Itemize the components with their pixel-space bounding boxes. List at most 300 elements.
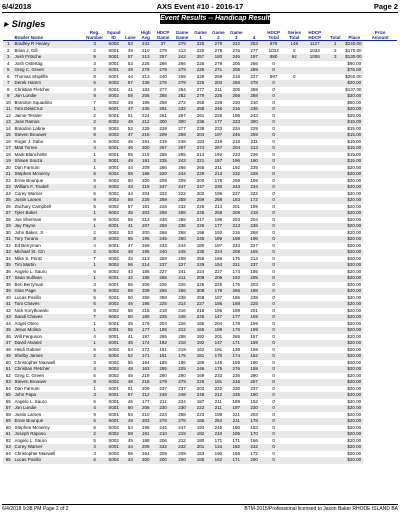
report-header	[2, 2, 398, 11]
bowler-name-cell: Joseph Raposo	[14, 431, 86, 438]
table-cell: 4	[85, 444, 104, 451]
table-cell: 6	[7, 73, 10, 79]
table-cell: 6	[85, 171, 104, 178]
table-cell: S002	[104, 314, 123, 321]
table-cell: 247	[154, 184, 173, 191]
table-cell: 53	[127, 229, 133, 235]
table-cell: 0	[272, 385, 275, 391]
table-cell: 0	[272, 216, 275, 222]
table-cell: 0	[263, 392, 284, 399]
table-cell: 169	[245, 327, 263, 334]
table-cell: 268	[178, 216, 186, 222]
table-cell: 1	[325, 41, 345, 48]
table-cell: 24	[5, 190, 11, 196]
table-cell: $20.00	[345, 106, 363, 113]
bowler-name-cell: Brandon Squadrito	[14, 99, 53, 105]
table-cell: 0	[272, 112, 275, 118]
table-cell: 205	[245, 275, 263, 282]
table-cell: 225	[192, 67, 210, 74]
bowler-name-cell: Tyler Baker	[14, 210, 86, 217]
table-cell: 209	[141, 385, 150, 391]
table-cell: 259	[232, 177, 241, 183]
table-cell: 1	[85, 210, 104, 217]
table-cell: 204	[250, 216, 258, 222]
table-cell: 20	[5, 164, 11, 170]
table-cell: 243	[227, 184, 245, 191]
bowler-name-cell: Dan Farnum	[14, 164, 40, 170]
table-cell: 162	[209, 457, 227, 464]
table-cell: 196	[214, 307, 223, 313]
table-cell: S001	[108, 86, 119, 92]
table-cell: 277	[178, 125, 186, 131]
table-cell: S002	[104, 379, 123, 386]
table-cell: 185	[250, 268, 258, 274]
table-cell: 0	[263, 171, 284, 178]
table-cell: 23	[3, 184, 14, 191]
table-cell: 214	[173, 301, 192, 308]
results-table	[3, 30, 397, 464]
bowler-name-cell: Lucas Posillo	[14, 457, 86, 464]
table-cell: 178	[209, 288, 227, 295]
table-cell: 235	[227, 392, 245, 399]
table-cell: 5	[93, 437, 96, 443]
table-cell: 3	[3, 54, 14, 61]
table-cell: 0	[272, 320, 275, 326]
table-cell: 224	[196, 268, 205, 274]
table-cell: 8	[85, 236, 104, 243]
bowler-name-cell: Bradley R Healey	[14, 41, 86, 48]
table-cell: 6	[93, 138, 96, 144]
table-cell: S002	[108, 138, 119, 144]
table-cell: 192	[227, 275, 245, 282]
table-cell: 53	[123, 41, 138, 48]
table-cell: 236	[245, 106, 263, 113]
table-cell: 245	[159, 424, 167, 430]
table-cell: 55	[123, 236, 138, 243]
table-cell: S002	[104, 184, 123, 191]
table-cell: 220	[196, 47, 205, 53]
bowler-name-cell: Heidi Gabriel	[14, 346, 41, 352]
table-cell: 56	[127, 359, 133, 365]
table-cell: 209	[159, 177, 167, 183]
table-cell: 1	[85, 223, 104, 230]
table-cell: 237	[232, 190, 241, 196]
table-cell: 0	[263, 327, 284, 334]
table-cell: 229	[250, 125, 258, 131]
table-cell: $20.00	[347, 242, 362, 248]
table-cell: 59	[123, 431, 138, 438]
table-cell: 186	[141, 268, 150, 274]
table-cell: 215	[141, 307, 150, 313]
table-cell: 225	[173, 366, 192, 373]
table-cell: S001	[104, 275, 123, 282]
table-cell: 204	[227, 145, 245, 152]
table-cell: 219	[141, 151, 150, 157]
table-cell: 54	[127, 424, 133, 430]
table-cell: 255	[178, 151, 186, 157]
table-cell: 183	[227, 197, 245, 204]
bowler-name-cell: Angelo L. Sauro	[14, 268, 47, 274]
table-cell: 1	[3, 41, 14, 48]
table-cell: 0	[263, 405, 284, 412]
col-header: Game	[194, 30, 207, 35]
table-cell: S002	[104, 301, 123, 308]
table-cell: 191	[159, 346, 167, 352]
table-cell: 266	[250, 60, 258, 66]
table-cell: 176	[227, 327, 245, 334]
table-cell: 230	[245, 405, 263, 412]
table-cell: $20.00	[347, 268, 362, 274]
table-cell: 3	[93, 450, 96, 456]
table-cell: 180	[138, 314, 154, 321]
table-cell	[325, 457, 345, 464]
table-cell: 290	[159, 372, 167, 378]
table-cell: $20.00	[345, 301, 363, 308]
table-cell: 232	[173, 106, 192, 113]
table-cell: 0	[272, 333, 275, 339]
table-cell: 234	[232, 125, 241, 131]
table-cell: 201	[192, 444, 210, 451]
table-cell: 189	[141, 99, 150, 105]
table-cell: $15.00	[345, 119, 363, 126]
table-cell: 247	[192, 184, 210, 191]
bowler-name-cell: Steven Brouwer	[14, 132, 86, 139]
table-cell: 218	[196, 307, 205, 313]
section-heading	[4, 18, 45, 30]
table-cell: $20.00	[345, 197, 363, 204]
table-cell: 26	[5, 203, 11, 209]
table-cell: $20.00	[345, 262, 363, 269]
table-cell: 237	[159, 385, 167, 391]
table-cell: $130.00	[345, 54, 362, 59]
table-cell: $20.00	[345, 223, 363, 230]
table-cell: S001	[104, 405, 123, 412]
table-cell: 8	[93, 73, 96, 79]
table-cell: 4	[93, 333, 96, 339]
table-cell: 230	[209, 184, 227, 191]
table-cell: 237	[245, 262, 263, 269]
table-cell: 225	[192, 223, 210, 230]
table-cell: 180	[250, 359, 258, 365]
table-cell: 0	[263, 80, 284, 87]
table-cell: S002	[104, 171, 123, 178]
table-cell: 213	[209, 171, 227, 178]
table-cell: 54	[127, 411, 133, 417]
table-cell: 225	[209, 93, 227, 100]
table-cell: 0	[263, 379, 284, 386]
table-cell: S002	[108, 268, 119, 274]
bowler-name-cell: Greg C. Green	[14, 372, 45, 378]
col-header: HDCP	[308, 30, 322, 35]
table-cell: 191	[138, 158, 154, 165]
table-cell: 300	[245, 119, 263, 126]
table-cell: 197	[245, 54, 263, 61]
table-cell: 3	[93, 281, 96, 287]
table-cell: 0	[263, 93, 284, 100]
table-cell: 163	[250, 424, 258, 430]
table-cell: 246	[227, 132, 245, 139]
table-cell: 196	[214, 190, 223, 196]
table-cell: 180	[196, 437, 205, 443]
table-cell: 9	[85, 288, 104, 295]
table-cell: 240	[159, 73, 167, 79]
table-cell: 226	[178, 320, 186, 326]
table-cell: 64	[5, 450, 11, 456]
bowler-name-cell: Josh Fritsche	[14, 54, 86, 61]
table-cell: 34	[5, 255, 11, 261]
table-cell: 153	[196, 450, 205, 456]
table-cell: 14	[5, 125, 11, 131]
table-cell: 225	[138, 197, 154, 204]
table-cell: 254	[209, 418, 227, 425]
table-cell: 171	[214, 437, 223, 443]
table-cell: 196	[214, 255, 223, 261]
table-cell: 8	[85, 132, 104, 139]
table-cell: 181	[192, 353, 210, 360]
table-cell: $20.00	[345, 210, 363, 217]
bowler-name-cell: Corey Warner	[14, 444, 86, 451]
table-row	[3, 457, 397, 464]
table-cell: S001	[108, 320, 119, 326]
table-cell: 47	[123, 106, 138, 113]
table-cell: 227	[173, 262, 192, 269]
table-cell: 1	[85, 106, 104, 113]
table-cell: 158	[245, 366, 263, 373]
table-cell: 222	[178, 190, 186, 196]
table-cell: 4	[93, 242, 96, 248]
header-divider	[2, 12, 398, 13]
table-cell: 175	[209, 366, 227, 373]
table-cell: 3	[93, 60, 96, 66]
bowler-name-cell: Ernie Bourque	[14, 418, 86, 425]
table-cell: $15.00	[345, 132, 363, 139]
table-cell: S002	[104, 249, 123, 256]
table-cell: 45	[127, 255, 133, 261]
table-cell: 186	[138, 171, 154, 178]
table-cell: $20.00	[345, 288, 363, 295]
table-cell: 225	[154, 314, 173, 321]
table-cell: 162	[196, 346, 205, 352]
table-cell: 218	[232, 73, 241, 79]
table-cell: 46	[123, 145, 138, 152]
table-cell: 8	[7, 86, 10, 92]
table-cell: 221	[192, 158, 210, 165]
table-cell: 45	[127, 437, 133, 443]
table-cell: 258	[178, 411, 186, 417]
table-cell: S002	[108, 216, 119, 222]
table-cell: S002	[108, 424, 119, 430]
table-cell: 233	[232, 242, 241, 248]
bowler-name-cell: Jay Payne	[14, 223, 86, 230]
table-cell: S001	[104, 340, 123, 347]
table-cell: 212	[178, 437, 186, 443]
table-cell: 55	[3, 392, 14, 399]
table-cell: $20.00	[347, 294, 362, 300]
table-cell: $20.00	[347, 190, 362, 196]
table-cell: 266	[154, 288, 173, 295]
table-cell: 145	[214, 359, 223, 365]
report-event-title: AXS Event #10 - 2016-17	[156, 2, 244, 11]
table-cell: 243	[250, 112, 258, 118]
table-cell: 9	[3, 93, 14, 100]
table-cell: 169	[141, 242, 150, 248]
table-cell: S001	[104, 392, 123, 399]
table-cell: 0	[272, 164, 275, 170]
table-cell: $20.00	[347, 437, 362, 443]
table-cell: 248	[173, 392, 192, 399]
bowler-name-cell: Tom Chaves	[14, 301, 86, 308]
table-cell: $20.00	[345, 249, 363, 256]
table-cell: 267	[209, 145, 227, 152]
table-cell: 274	[192, 145, 210, 152]
table-cell: 56	[123, 171, 138, 178]
table-cell: 196	[196, 229, 205, 235]
table-cell: 60	[5, 424, 11, 430]
table-cell: 211	[159, 398, 167, 404]
table-cell: 2	[93, 112, 96, 118]
table-cell: 226	[192, 379, 210, 386]
table-cell: 192	[232, 164, 241, 170]
table-cell: 209	[138, 288, 154, 295]
table-cell: 56	[127, 216, 133, 222]
table-cell: 226	[196, 203, 205, 209]
table-cell: 0	[272, 177, 275, 183]
table-cell: S001	[104, 223, 123, 230]
table-cell: 57	[123, 80, 138, 87]
bowler-name-cell: Nick Korytkowski	[14, 307, 49, 313]
table-cell: 211	[209, 405, 227, 412]
table-cell: 198	[214, 411, 223, 417]
table-cell: 44	[127, 164, 133, 170]
table-cell: 0	[263, 262, 284, 269]
table-cell: 271	[209, 67, 227, 74]
table-cell: 169	[232, 359, 241, 365]
table-cell: 8	[85, 379, 104, 386]
table-cell: 165	[192, 327, 210, 334]
table-cell: S001	[104, 145, 123, 152]
table-cell: 258	[178, 333, 186, 339]
bowler-name-cell: Justin Larsen	[14, 411, 42, 417]
bowler-name-cell: Sandi Chaves	[14, 314, 86, 321]
table-cell: S002	[104, 210, 123, 217]
table-cell: 258	[209, 210, 227, 217]
table-cell: 44	[127, 190, 133, 196]
table-cell: S002	[104, 236, 123, 243]
col-header: Total	[284, 35, 304, 41]
table-cell: 43	[123, 184, 138, 191]
table-cell: 211	[250, 138, 258, 144]
table-cell: 0	[272, 229, 275, 235]
table-cell: 203	[138, 210, 154, 217]
table-cell: 204	[214, 320, 223, 326]
table-cell: 171	[227, 457, 245, 464]
table-cell: 50	[5, 359, 11, 365]
table-cell: 2	[85, 431, 104, 438]
table-cell: 189	[232, 398, 241, 404]
table-cell: 0	[263, 210, 284, 217]
table-cell: 54	[5, 385, 11, 391]
table-cell: $20.00	[345, 184, 363, 191]
table-cell: 226	[159, 281, 167, 287]
table-cell: 174	[227, 353, 245, 360]
table-cell: S001	[108, 398, 119, 404]
table-cell: 1	[85, 262, 104, 269]
table-cell: 218	[159, 307, 167, 313]
table-cell: 172	[250, 450, 258, 456]
footer-divider	[2, 504, 398, 505]
table-cell: $20.00	[345, 327, 363, 334]
table-cell: 209	[154, 132, 173, 139]
bowler-name-cell: Angelo L. Sauro	[14, 398, 47, 404]
table-cell: 236	[138, 80, 154, 87]
table-cell: 175	[173, 353, 192, 360]
bowler-name-cell: Michael St. Cin	[14, 249, 86, 256]
table-cell: 2	[85, 353, 104, 360]
table-cell: 2	[93, 47, 96, 53]
table-cell: 290	[250, 372, 258, 378]
table-cell: 250	[141, 294, 150, 300]
table-cell: 0	[263, 249, 284, 256]
footer-timestamp: 6/4/2018 9:38 PM Page 2 of 2	[2, 506, 69, 512]
table-cell: 1	[93, 320, 96, 326]
table-cell: 0	[272, 372, 275, 378]
table-cell: 165	[245, 249, 263, 256]
table-cell: 246	[227, 54, 245, 61]
report-title: Event Results -- Handicap Result	[160, 15, 270, 22]
bowler-name-cell: Mark Blanchette	[14, 151, 48, 157]
table-cell: 210	[209, 431, 227, 438]
table-cell: 188	[245, 288, 263, 295]
table-cell: S001	[108, 294, 119, 300]
bowler-name-cell: Stephen Mcnerny	[14, 171, 86, 178]
table-cell: 0	[263, 184, 284, 191]
table-cell: 206	[209, 275, 227, 282]
triangle-right-icon: ▶	[4, 21, 9, 28]
col-header: Squad	[106, 30, 121, 35]
table-cell: 4	[85, 184, 104, 191]
table-cell: 241	[178, 268, 186, 274]
table-cell: 197	[141, 333, 150, 339]
table-cell: 4	[93, 86, 96, 92]
table-cell: 53	[3, 379, 14, 386]
table-cell: 222	[159, 190, 167, 196]
table-cell: 210	[141, 411, 150, 417]
table-cell: 9	[85, 93, 104, 100]
table-cell: 245	[173, 249, 192, 256]
table-cell: 182	[227, 444, 245, 451]
table-cell: 238	[178, 294, 186, 300]
table-cell: $25.00	[347, 112, 362, 118]
table-cell: $20.00	[347, 255, 362, 261]
table-cell: 54	[127, 346, 133, 352]
table-cell: S002	[108, 359, 119, 365]
table-cell: S002	[104, 366, 123, 373]
table-cell: 266	[178, 60, 186, 66]
table-cell: 279	[209, 41, 227, 48]
table-cell: 216	[138, 379, 154, 386]
table-cell: 216	[138, 132, 154, 139]
table-cell: 272	[178, 99, 186, 105]
table-cell: 208	[192, 275, 210, 282]
table-cell: 212	[138, 119, 154, 126]
table-cell: 245	[154, 236, 173, 243]
table-cell: 259	[192, 197, 210, 204]
table-cell: 3	[93, 359, 96, 365]
table-cell: 268	[154, 275, 173, 282]
table-cell: 42	[123, 275, 138, 282]
table-cell: 278	[154, 418, 173, 425]
table-cell: 168	[227, 301, 245, 308]
